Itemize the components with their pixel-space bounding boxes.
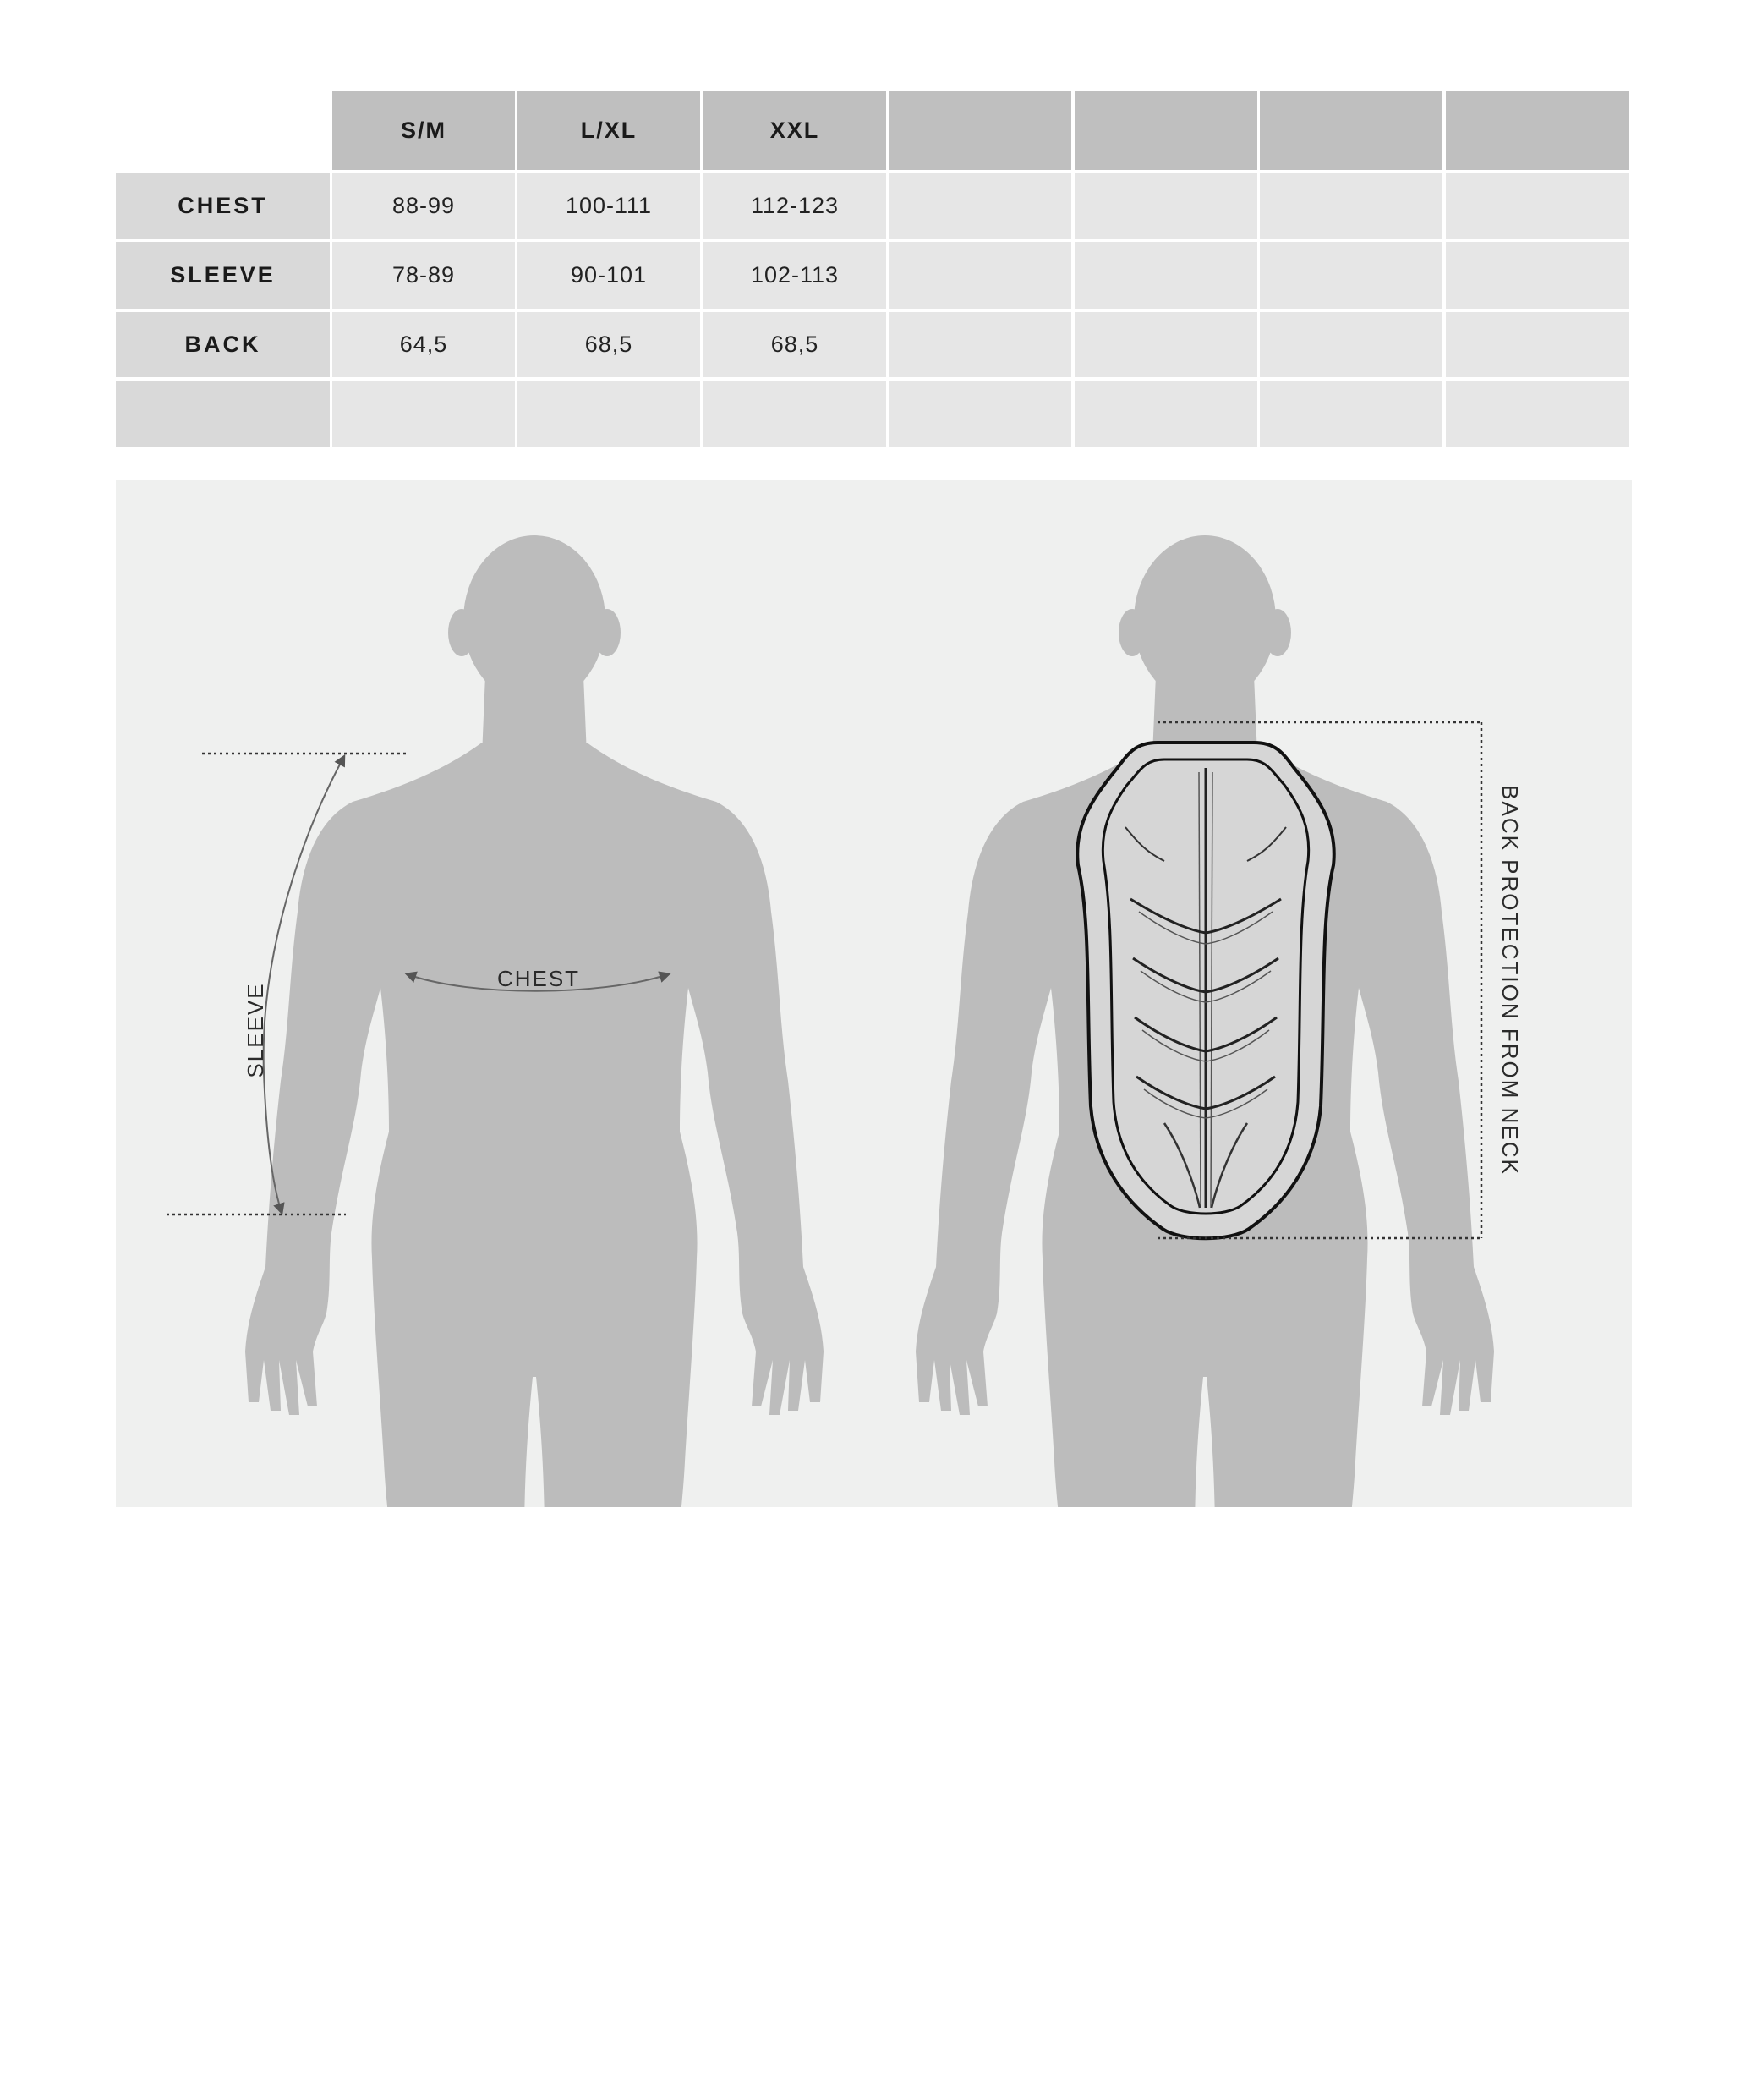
table-cell [889,242,1071,309]
table-cell: 64,5 [332,312,515,377]
table-cell [1075,381,1257,447]
table-cell: 88-99 [332,173,515,239]
table-cell [889,381,1071,447]
table-cell [517,381,700,447]
row-header-sleeve: SLEEVE [116,242,330,309]
table-cell [889,312,1071,377]
sleeve-label: SLEEVE [243,982,268,1078]
column-header-s-m: S/M [332,91,515,170]
table-cell [1260,173,1442,239]
front-silhouette [245,535,824,1507]
table-cell [1260,242,1442,309]
table-cell [889,173,1071,239]
table-cell: 78-89 [332,242,515,309]
column-header-empty [1075,91,1257,170]
table-cell [1260,381,1442,447]
table-cell: 68,5 [517,312,700,377]
measurement-figure-panel [116,480,1632,1507]
column-header-xxl: XXL [703,91,886,170]
table-cell [1075,242,1257,309]
column-header-empty [1260,91,1442,170]
table-cell [1075,312,1257,377]
table-cell: 100-111 [517,173,700,239]
table-cell [1446,173,1629,239]
back-protector [1077,743,1334,1238]
table-cell: 68,5 [703,312,886,377]
column-header-l-xl: L/XL [517,91,700,170]
back-protection-label: BACK PROTECTION FROM NECK [1497,785,1523,1176]
table-cell: 102-113 [703,242,886,309]
table-cell [1075,173,1257,239]
table-cell [1260,312,1442,377]
size-chart-table [116,91,1629,447]
table-cell [1446,242,1629,309]
table-cell [703,381,886,447]
row-header-empty [116,381,330,447]
chest-label: CHEST [496,966,581,991]
measurement-illustration [116,480,1632,1507]
table-cell: 90-101 [517,242,700,309]
column-header-empty [1446,91,1629,170]
row-header-chest: CHEST [116,173,330,239]
row-header-back: BACK [116,312,330,377]
table-cell [1446,312,1629,377]
table-cell [332,381,515,447]
column-header-empty [889,91,1071,170]
table-cell [1446,381,1629,447]
table-cell: 112-123 [703,173,886,239]
